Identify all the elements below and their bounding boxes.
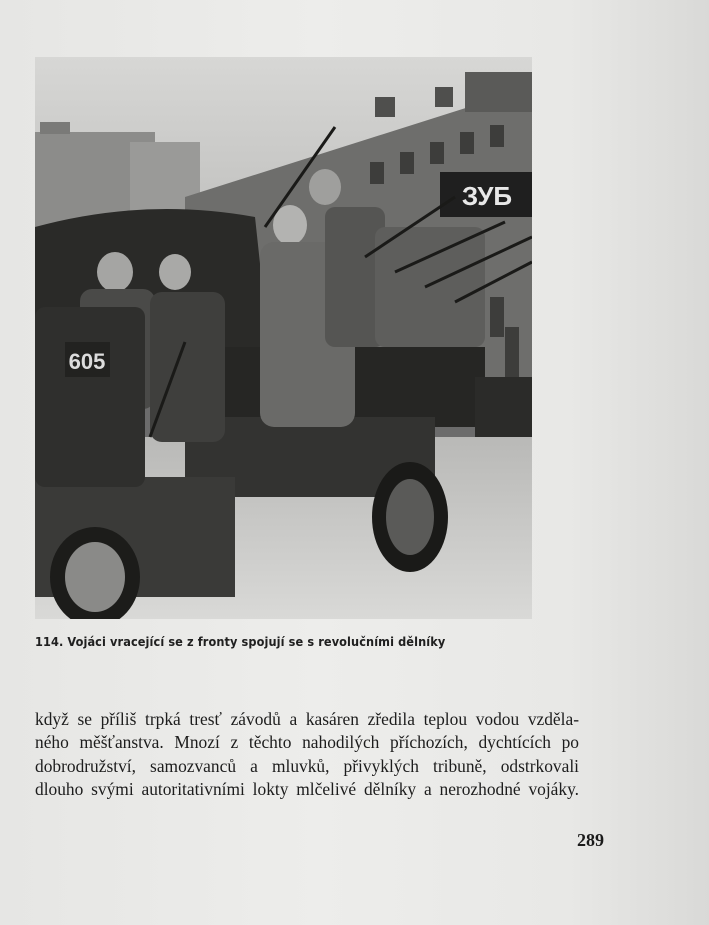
body-line-4: dlouho svými autoritativními lokty mlčelivé dělníky a nerozhodné vojáky. [35,779,579,800]
page-number: 289 [577,830,604,850]
vehicle-plate-text: 605 [68,349,106,374]
body-line-3: dobrodružství, samozvanců a mluvků, přivyklých tribuně, odstrkovali [35,755,579,776]
figure-caption: 114. Vojáci vracející se z fronty spojují se s revolučními dělníky [35,634,446,649]
body-line-2: ného měšťanstva. Mnozí z těchto nahodilých příchozích, dychtících po [35,732,579,753]
body-paragraph [35,708,579,802]
sign-text: ЗУБ [461,181,513,211]
historical-photograph [35,57,532,619]
body-line-1: když se příliš trpká tresť závodů a kasáren zředila teplou vodou vzděla- [35,709,579,729]
